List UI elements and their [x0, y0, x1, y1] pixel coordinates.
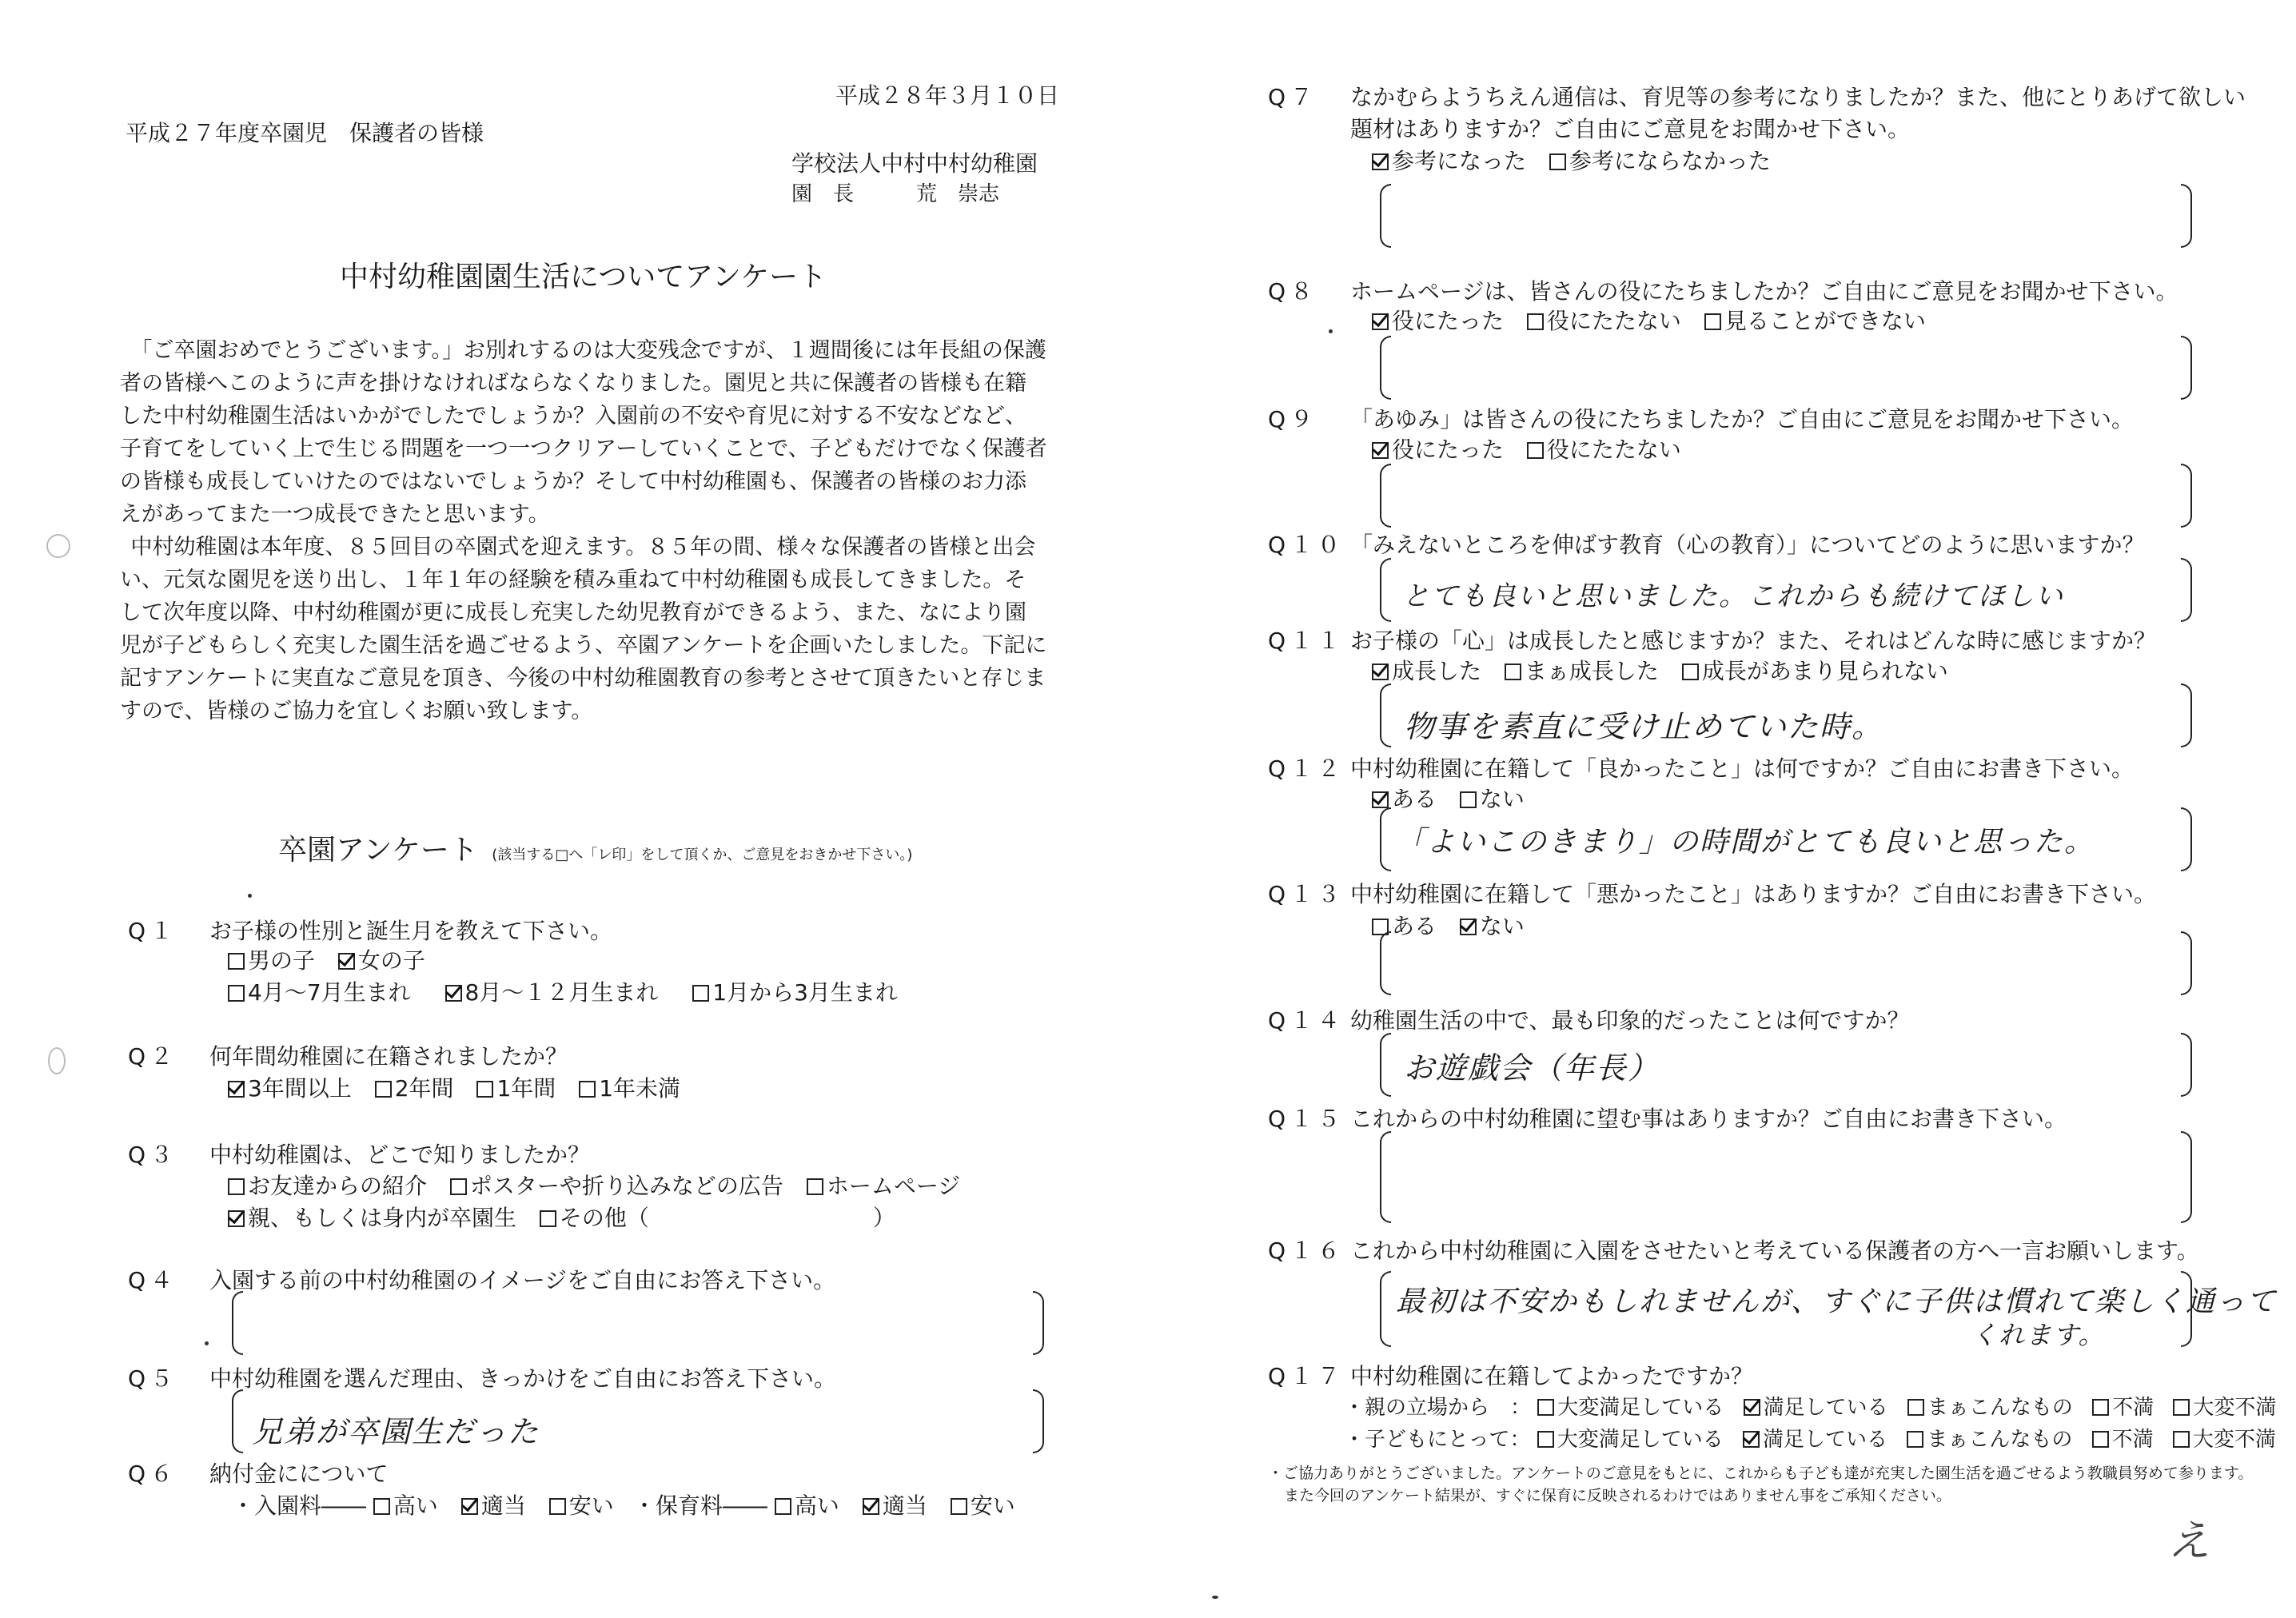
q4-answer-bracket-left — [232, 1291, 243, 1355]
option-label: 役にたった — [1392, 436, 1505, 463]
q15-answer-bracket-left — [1380, 1131, 1391, 1223]
q1-option-aug-dec[interactable] — [445, 975, 659, 1007]
scan-speck — [248, 894, 252, 898]
q17-child-label: ・子どもにとって： — [1344, 1428, 1531, 1452]
intro-text — [120, 334, 1047, 727]
option-label: 成長があまり見られない — [1701, 658, 1948, 684]
q11-options — [1372, 654, 1964, 686]
option-label: まぁこんなもの — [1927, 1428, 2073, 1452]
q9-options — [1372, 432, 1697, 464]
q17-number: Q１７ — [1268, 1363, 1345, 1389]
q14-answer-bracket-left — [1380, 1033, 1391, 1097]
q17-text: 中村幼稚園に在籍してよかったですか？ — [1350, 1363, 1754, 1389]
q2-options — [228, 1071, 696, 1103]
q9-option-not-useful[interactable] — [1527, 432, 1681, 464]
checkbox[interactable] — [2092, 1399, 2109, 1416]
checkbox-checked[interactable] — [1372, 791, 1389, 808]
q10-answer-bracket-right — [2181, 558, 2192, 622]
corner-handwritten-mark: え — [2167, 1516, 2212, 1566]
punch-hole-mark — [46, 534, 70, 558]
q6-entrance-low[interactable] — [549, 1488, 614, 1520]
q6-number: Q６ — [128, 1461, 178, 1487]
q11-answer-bracket-left — [1380, 683, 1391, 747]
survey-instruction: (該当する□へ「レ印」をして頂くか、ご意見をおきかせ下さい。) — [492, 847, 913, 863]
checkbox[interactable] — [373, 1498, 390, 1515]
q9-answer-bracket-left — [1380, 464, 1391, 528]
checkbox[interactable] — [579, 1081, 596, 1098]
option-label: 不満 — [2112, 1396, 2154, 1420]
option-label: 適当 — [480, 1492, 526, 1519]
checkbox[interactable] — [1549, 153, 1566, 170]
checkbox[interactable] — [476, 1081, 493, 1098]
q6-care-fair[interactable] — [863, 1488, 927, 1520]
option-label: 満足している — [1763, 1428, 1888, 1452]
q7-option-helpful[interactable] — [1372, 144, 1526, 176]
checkbox[interactable] — [540, 1210, 556, 1227]
q1-text: お子様の性別と誕生月を教えて下さい。 — [209, 918, 613, 944]
checkbox[interactable] — [1527, 313, 1544, 330]
q17-child-satisfied[interactable] — [1743, 1423, 1887, 1453]
q17-parent-very-satisfied[interactable] — [1537, 1391, 1724, 1421]
q3-option-other[interactable] — [540, 1201, 895, 1233]
q13-option-no[interactable] — [1460, 909, 1525, 941]
checkbox-checked[interactable] — [461, 1498, 478, 1515]
option-label: 女の子 — [357, 947, 425, 974]
option-label: ホームページ — [826, 1173, 961, 1199]
q8-text: ホームページは、皆さんの役にたちましたか？ご自由にご意見をお聞かせ下さい。 — [1350, 278, 2178, 305]
q8-options — [1372, 304, 1942, 336]
q17-child-very-dissatisfied[interactable] — [2173, 1423, 2276, 1453]
checkbox-checked[interactable] — [228, 1210, 245, 1227]
right-page — [1148, 0, 2296, 1618]
checkbox[interactable] — [807, 1178, 823, 1195]
option-label: 親、もしくは身内が卒園生 — [248, 1205, 517, 1231]
scan-speck — [1329, 329, 1333, 333]
checkbox[interactable] — [1527, 442, 1544, 459]
q2-option-1-year[interactable] — [476, 1071, 556, 1103]
q15-number: Q１５ — [1268, 1106, 1345, 1132]
q3-text: 中村幼稚園は、どこで知りましたか？ — [209, 1142, 591, 1168]
option-label: 安い — [970, 1492, 1015, 1519]
checkbox[interactable] — [1907, 1399, 1924, 1416]
q5-answer[interactable]: 兄弟が卒園生だった — [252, 1414, 540, 1449]
q11-option-somewhat-grew[interactable] — [1505, 654, 1659, 686]
q5-text: 中村幼稚園を選んだ理由、きっかけをご自由にお答え下さい。 — [209, 1365, 837, 1392]
q16-text: これから中村幼稚園に入園をさせたいと考えている保護者の方へ一言お願いします。 — [1350, 1237, 2199, 1264]
q7-answer-bracket-right — [2181, 184, 2192, 248]
organization: 学校法人中村中村幼稚園 — [791, 150, 1038, 177]
q6-care-low[interactable] — [951, 1488, 1015, 1520]
q1-option-jan-mar[interactable] — [692, 975, 898, 1007]
q1-number: Q１ — [128, 918, 178, 944]
q16-answer-line-1[interactable]: 最初は不安かもしれませんが、すぐに子供は慣れて楽しく通って — [1396, 1285, 2278, 1318]
option-label: まぁ成長した — [1524, 658, 1659, 684]
q6-text: 納付金にについて — [209, 1461, 389, 1487]
q17-parent-label: ・親の立場から ： — [1344, 1396, 1532, 1420]
q8-option-cannot-view[interactable] — [1704, 304, 1926, 336]
checkbox-checked[interactable] — [445, 985, 462, 1002]
q6-care-fee-options — [633, 1488, 1031, 1520]
option-label: 役にたった — [1392, 308, 1505, 334]
checkbox-checked[interactable] — [1372, 442, 1389, 459]
q7-options — [1372, 144, 1787, 176]
q6-entrance-fee-options — [232, 1488, 630, 1520]
scan-speck — [205, 1341, 209, 1345]
q2-text: 何年間幼稚園に在籍されましたか？ — [209, 1043, 568, 1070]
q17-parent-satisfied[interactable] — [1744, 1391, 1888, 1421]
q13-number: Q１３ — [1268, 881, 1345, 907]
q17-parent-dissatisfied[interactable] — [2092, 1391, 2154, 1421]
scan-speck — [1212, 1596, 1218, 1599]
q16-answer-line-2[interactable]: くれます。 — [1971, 1320, 2106, 1350]
option-label: 参考にならなかった — [1569, 148, 1771, 174]
q11-option-little-growth[interactable] — [1682, 654, 1948, 686]
q17-child-so-so[interactable] — [1907, 1423, 2072, 1453]
q11-number: Q１１ — [1268, 628, 1345, 654]
checkbox[interactable] — [375, 1081, 392, 1098]
q14-number: Q１４ — [1268, 1007, 1345, 1034]
page-title: 中村幼稚園園生活についてアンケート — [340, 261, 827, 293]
checkbox-checked[interactable] — [863, 1498, 879, 1515]
option-label: 役にたたない — [1546, 436, 1681, 463]
checkbox-checked[interactable] — [338, 953, 355, 970]
q17-child-very-satisfied[interactable] — [1537, 1423, 1724, 1453]
option-label: 2年間 — [394, 1075, 454, 1102]
q10-answer[interactable]: とても良いと思いました。これからも続けてほしい — [1402, 580, 2064, 612]
q11-text: お子様の「心」は成長したと感じますか？また、それはどんな時に感じますか？ — [1350, 628, 2157, 654]
intro-paragraph-2: 中村幼稚園は本年度、８５回目の卒園式を迎えます。８５年の間、様々な保護者の皆様と出会い、元気な園児を送り出し、１年１年の経験を積み重ねて中村幼稚園も成長してきました。そして次年度以降、中村幼稚園が更に成長し充実した幼児教育ができるよう、また、なにより園児が子どもらしく充実した園生活を過ごせるよう、卒園アンケートを企画いたしました。下記に記すアンケートに実直なご意見を頂き、今後の中村幼稚園教育の参考とさせて頂きたいと存じますので、皆様のご協力を宜しくお願い致します。 — [120, 535, 1047, 723]
q12-option-no[interactable] — [1460, 782, 1525, 814]
checkbox-checked[interactable] — [1744, 1399, 1760, 1416]
checkbox[interactable] — [692, 985, 709, 1002]
checkbox-checked[interactable] — [1743, 1431, 1760, 1448]
checkbox[interactable] — [951, 1498, 967, 1515]
q7-answer-bracket-left — [1380, 184, 1391, 248]
q3-options-row-1 — [228, 1169, 976, 1201]
q2-option-under-1-year[interactable] — [579, 1071, 680, 1103]
checkbox-checked[interactable] — [1372, 153, 1389, 170]
option-label: その他（ ） — [559, 1205, 895, 1231]
q7-option-not-helpful[interactable] — [1549, 144, 1771, 176]
q3-option-alumni[interactable] — [228, 1201, 516, 1233]
option-label: 満足している — [1763, 1396, 1888, 1420]
checkbox-checked[interactable] — [1460, 919, 1477, 935]
option-label: 8月～１２月生まれ — [464, 979, 659, 1006]
q1-option-apr-jul[interactable] — [228, 975, 411, 1007]
q8-answer-bracket-left — [1380, 336, 1391, 400]
q11-option-grew[interactable] — [1372, 654, 1481, 686]
q12-options — [1372, 782, 1541, 814]
checkbox[interactable] — [1460, 791, 1477, 808]
q6-entrance-high[interactable] — [373, 1488, 438, 1520]
option-label: 不満 — [2111, 1428, 2154, 1452]
option-label: 4月～7月生まれ — [248, 979, 411, 1006]
q12-answer-bracket-left — [1380, 807, 1391, 871]
survey-heading — [278, 827, 912, 868]
option-label: 成長した — [1392, 658, 1482, 684]
q7-text-line-1: なかむらようちえん通信は、育児等の参考になりましたか？また、他にとりあげて欲しい — [1350, 84, 2246, 110]
q17-parent-so-so[interactable] — [1907, 1391, 2073, 1421]
option-label: 見ることができない — [1724, 308, 1926, 334]
q17-child-options — [1344, 1423, 2276, 1453]
option-label: ない — [1479, 913, 1525, 939]
q12-number: Q１２ — [1268, 755, 1345, 782]
option-label: 男の子 — [248, 947, 316, 974]
q10-answer-bracket-left — [1380, 558, 1391, 622]
q3-number: Q３ — [128, 1142, 178, 1168]
checkbox[interactable] — [228, 953, 245, 970]
q15-text: これからの中村幼稚園に望む事はありますか？ご自由にお書き下さい。 — [1350, 1106, 2067, 1132]
q4-answer-bracket-right — [1033, 1291, 1044, 1355]
option-label: まぁこんなもの — [1927, 1396, 2073, 1420]
q7-number: Q７ — [1268, 84, 1318, 110]
q17-parent-options — [1344, 1391, 2276, 1421]
q12-text: 中村幼稚園に在籍して「良かったこと」は何ですか？ご自由にお書き下さい。 — [1350, 755, 2135, 782]
q13-options — [1372, 909, 1541, 941]
checkbox[interactable] — [1704, 313, 1721, 330]
q9-option-useful[interactable] — [1372, 432, 1504, 464]
q12-option-yes[interactable] — [1372, 782, 1437, 814]
q8-number: Q８ — [1268, 278, 1318, 305]
checkbox[interactable] — [450, 1178, 467, 1195]
q2-option-3-years[interactable] — [228, 1071, 352, 1103]
intro-paragraph-1: 「ご卒園おめでとうございます。」お別れするのは大変残念ですが、１週間後には年長組の保護者の皆様へこのように声を掛けなければならなくなりました。園児と共に保護者の皆様も在籍した中村幼稚園生活はいかがでしたでしょうか？入園前の不安や育児に対する不安などなど、子育てをしていく上で生じる問題を一つ一つクリアーしていくことで、子どもだけでなく保護者の皆様も成長していけたのではないでしょうか？そして中村幼稚園も、保護者の皆様のお力添えがあってまた一つ成長できたと思います。 — [120, 338, 1047, 527]
q1-option-girl[interactable] — [338, 943, 425, 975]
q3-options-row-2 — [228, 1201, 911, 1233]
option-label: 1月から3月生まれ — [712, 979, 898, 1006]
checkbox[interactable] — [1505, 664, 1521, 680]
option-label: 大変不満 — [2192, 1428, 2276, 1452]
principal: 園 長 荒 崇志 — [791, 182, 1000, 206]
checkbox[interactable] — [2173, 1431, 2190, 1448]
punch-hole-mark — [48, 1047, 66, 1074]
checkbox[interactable] — [2173, 1399, 2190, 1416]
footer-note-line-2: また今回のアンケート結果が、すぐに保育に反映されるわけではありません事をご承知ください。 — [1284, 1487, 1951, 1504]
q12-answer-bracket-right — [2181, 807, 2192, 871]
option-label: 高い — [794, 1492, 839, 1519]
q1-birth-options — [228, 975, 914, 1007]
q6-care-high[interactable] — [775, 1488, 839, 1520]
q6-entrance-fair[interactable] — [461, 1488, 526, 1520]
option-label: 安い — [568, 1492, 614, 1519]
footer-note-line-1: ・ご協力ありがとうございました。アンケートのご意見をもとに、これからも子ども達が充実した園生活を過ごせるよう教職員努めて参ります。 — [1268, 1465, 2254, 1482]
q13-answer-bracket-right — [2181, 931, 2192, 995]
q5-number: Q５ — [128, 1365, 178, 1392]
option-label: 1年未満 — [599, 1075, 681, 1102]
checkbox[interactable] — [1537, 1431, 1554, 1448]
option-label: 高い — [393, 1492, 438, 1519]
checkbox[interactable] — [1537, 1399, 1554, 1416]
option-label: お友達からの紹介 — [248, 1173, 428, 1199]
checkbox[interactable] — [2092, 1431, 2109, 1448]
checkbox[interactable] — [549, 1498, 566, 1515]
q7-text-line-2: 題材はありますか？ご自由にご意見をお聞かせ下さい。 — [1350, 116, 1911, 142]
document-date: 平成２８年３月１０日 — [835, 82, 1060, 109]
checkbox[interactable] — [228, 985, 245, 1002]
q9-text: 「あゆみ」は皆さんの役にたちましたか？ご自由にご意見をお聞かせ下さい。 — [1350, 406, 2135, 432]
q11-answer[interactable]: 物事を素直に受け止めていた時。 — [1404, 709, 1884, 744]
q8-option-not-useful[interactable] — [1527, 304, 1681, 336]
q1-option-boy[interactable] — [228, 943, 315, 975]
checkbox[interactable] — [775, 1498, 791, 1515]
q9-number: Q９ — [1268, 406, 1318, 432]
option-label: 適当 — [882, 1492, 927, 1519]
checkbox[interactable] — [1907, 1431, 1923, 1448]
checkbox[interactable] — [228, 1178, 245, 1195]
option-label: 大変不満 — [2193, 1396, 2277, 1420]
q11-answer-bracket-right — [2181, 683, 2192, 747]
option-label: ない — [1479, 786, 1525, 812]
q2-option-2-years[interactable] — [375, 1071, 454, 1103]
q17-parent-very-dissatisfied[interactable] — [2173, 1391, 2276, 1421]
q8-option-useful[interactable] — [1372, 304, 1504, 336]
option-label: 参考になった — [1392, 148, 1527, 174]
q2-number: Q２ — [128, 1043, 178, 1070]
q4-text: 入園する前の中村幼稚園のイメージをご自由にお答え下さい。 — [209, 1267, 836, 1293]
option-label: ある — [1392, 786, 1437, 812]
q3-option-friend[interactable] — [228, 1169, 427, 1201]
q10-text: 「みえないところを伸ばす教育（心の教育）」についてどのように思いますか？ — [1350, 532, 2145, 558]
survey-heading-text: 卒園アンケート — [278, 834, 478, 867]
q16-number: Q１６ — [1268, 1237, 1345, 1264]
q16-answer-bracket-left — [1380, 1271, 1391, 1347]
q15-answer-bracket-right — [2181, 1131, 2192, 1223]
option-label: 役にたたない — [1546, 308, 1681, 334]
q14-answer-bracket-right — [2181, 1033, 2192, 1097]
q5-answer-bracket-left — [232, 1389, 243, 1453]
q3-option-homepage[interactable] — [807, 1169, 960, 1201]
q3-option-poster[interactable] — [450, 1169, 783, 1201]
q1-gender-options — [228, 943, 441, 975]
option-label: 大変満足している — [1557, 1396, 1724, 1420]
q8-answer-bracket-right — [2181, 336, 2192, 400]
q5-answer-bracket-right — [1033, 1389, 1044, 1453]
option-label: 3年間以上 — [248, 1075, 352, 1102]
q12-answer[interactable]: 「よいこのきまり」の時間がとても良いと思った。 — [1396, 826, 2095, 859]
q4-number: Q４ — [128, 1267, 178, 1293]
q14-answer[interactable]: お遊戯会（年長） — [1404, 1050, 1660, 1086]
q6-care-fee-label: ・保育料―― — [633, 1492, 768, 1519]
option-label: 1年間 — [496, 1075, 556, 1102]
q6-entrance-fee-label: ・入園料―― — [232, 1492, 367, 1519]
checkbox-checked[interactable] — [1372, 313, 1389, 330]
q17-child-dissatisfied[interactable] — [2092, 1423, 2154, 1453]
checkbox-checked[interactable] — [1372, 664, 1389, 680]
q10-number: Q１０ — [1268, 532, 1345, 558]
option-label: ある — [1392, 913, 1437, 939]
q13-answer-bracket-left — [1380, 931, 1391, 995]
checkbox[interactable] — [1682, 664, 1699, 680]
q14-text: 幼稚園生活の中で、最も印象的だったことは何ですか？ — [1350, 1007, 1910, 1034]
checkbox-checked[interactable] — [228, 1081, 245, 1098]
addressee: 平成２７年度卒園児 保護者の皆様 — [126, 120, 484, 146]
option-label: ポスターや折り込みなどの広告 — [469, 1173, 783, 1199]
q13-text: 中村幼稚園に在籍して「悪かったこと」はありますか？ご自由にお書き下さい。 — [1350, 881, 2157, 907]
option-label: 大変満足している — [1557, 1428, 1724, 1452]
q9-answer-bracket-right — [2181, 464, 2192, 528]
